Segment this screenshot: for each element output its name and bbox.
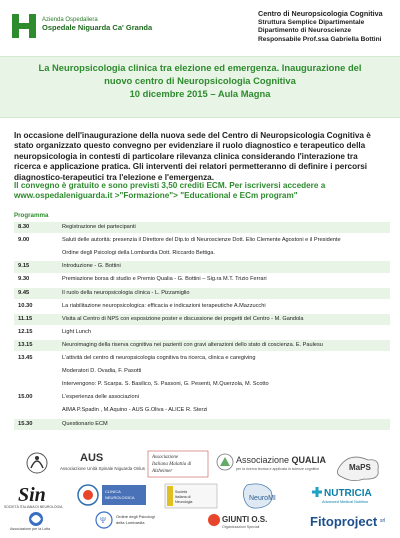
alice-logo xyxy=(10,512,50,531)
giunti-logo xyxy=(208,514,267,529)
programme-item: Neuroimaging della riserva cognitiva nei pazienti con gravi alterazioni dello stato di coscienza. E. Paulesu xyxy=(62,341,323,348)
svg-text:NEUROLOGICA: NEUROLOGICA xyxy=(105,495,135,500)
programme-item: Moderatori D. Ovadia, F. Pasotti xyxy=(62,368,142,375)
programme-item: Ordine degli Psicologi della Lombardia Dott. Riccardo Bettiga. xyxy=(62,250,215,257)
programme-row xyxy=(14,392,390,403)
giunti-sub: Organizzazioni Speciali xyxy=(222,525,260,529)
programme-row xyxy=(14,353,390,364)
registration-link[interactable]: www.ospedaleniguarda.it >"Formazione"> "Educational e ECm program" xyxy=(14,191,298,201)
svg-text:Alzheimer: Alzheimer xyxy=(152,469,173,474)
programme-time: 9.15 xyxy=(18,263,30,270)
aus-sub: Associazione Unità Spinale Niguarda Onlus xyxy=(60,466,145,471)
aus-text: AUS xyxy=(80,452,104,464)
nutricia-text: NUTRICIA xyxy=(324,488,372,499)
programme-time: 15.30 xyxy=(18,420,33,427)
programme-time: 13.45 xyxy=(18,355,33,361)
programme-row xyxy=(14,314,390,325)
svg-text:della Lombardia: della Lombardia xyxy=(116,520,145,525)
programme-item: Saluti delle autorità: presenzia il Direttore del Dip.to di Neuroscienze Dott. Elio Clemente Agostoni e il Presidente xyxy=(62,237,341,244)
svg-text:Italiana Malattia di: Italiana Malattia di xyxy=(152,462,192,467)
nutricia-logo xyxy=(312,487,372,504)
programme-row xyxy=(14,222,390,233)
sin-text: Sin xyxy=(18,484,46,506)
department-block xyxy=(258,10,398,44)
fitoproject-srl: srl xyxy=(380,518,386,524)
department-line: Dipartimento di Neuroscienze xyxy=(258,27,352,34)
programme-item: Registrazione dei partecipanti xyxy=(62,224,136,230)
hospital-logo xyxy=(10,8,170,48)
svg-text:Ordine degli Psicologi: Ordine degli Psicologi xyxy=(116,514,155,519)
hospital-line1: Azienda Ospedaliera xyxy=(42,17,98,23)
programme-item: L'attività del centro di neuropsicologia cognitiva tra ricerca, clinica e caregiving xyxy=(62,355,256,361)
ordine-logo xyxy=(96,512,155,528)
programme-row xyxy=(14,366,390,377)
qualia-sub: per la ricerca teorica e applicata in scienze cognitive xyxy=(236,467,320,471)
svg-text:Associazione: Associazione xyxy=(152,455,179,460)
programme-time: 12.15 xyxy=(18,328,33,335)
programme-row xyxy=(14,248,390,259)
programme-row xyxy=(14,405,390,416)
maps-logo xyxy=(337,457,378,481)
sponsor-logos xyxy=(0,448,400,533)
programme-time: 10.30 xyxy=(18,302,33,309)
hospital-logo-icon xyxy=(10,12,38,40)
svg-text:Ψ: Ψ xyxy=(100,516,106,525)
programme-row xyxy=(14,301,390,312)
svg-text:Associazione per la Lotta: Associazione per la Lotta xyxy=(10,527,51,531)
svg-text:CLINICA: CLINICA xyxy=(105,489,121,494)
department-line: Responsabile Prof.ssa Gabriella Bottini xyxy=(258,35,382,43)
intro-line: diagnostico-terapeutici tra l'elezione e l'emergenza. xyxy=(14,172,214,182)
neurology-society-logo xyxy=(165,484,217,508)
programme-time: 9.00 xyxy=(18,237,30,244)
event-title-line: nuovo centro di Neuropsicologia Cognitiva xyxy=(104,75,296,86)
programme-item: Introduzione - G. Bottini xyxy=(62,263,121,270)
intro-line: ricerca e applicazione pratica. Gli interventi dei relatori permetteranno di definire i percorsi xyxy=(14,162,368,172)
event-date: 10 dicembre 2015 – Aula Magna xyxy=(129,88,271,99)
qualia-logo xyxy=(217,454,233,470)
programme-title: Programma xyxy=(14,212,49,219)
programme-item: Visita al Centro di NPS con esposizione poster e discussione dei progetti del Centro - M. Gandola xyxy=(62,315,304,322)
svg-text:Neurologia: Neurologia xyxy=(175,500,193,504)
department-line: Struttura Semplice Dipartimentale xyxy=(258,18,365,26)
svg-text:Società: Società xyxy=(175,490,187,494)
programme-item: Intervengono: P. Scarpa. S. Basilico, S. Passoni, G. Pesenti, M.Querzola, M. Scotto xyxy=(62,381,269,388)
title-band xyxy=(0,56,400,118)
programme-row xyxy=(14,340,390,351)
department-line: Centro di Neuropsicologia Cognitiva xyxy=(258,9,383,18)
fitoproject-logo xyxy=(310,514,385,529)
programme-row xyxy=(14,327,390,338)
hospital-line2: Ospedale Niguarda Ca' Granda xyxy=(42,23,153,32)
intro-line: In occasione dell'inaugurazione della nuova sede del Centro di Neuropsicologia Cognitiva è xyxy=(14,131,371,140)
programme-time: 11.15 xyxy=(18,315,33,322)
event-title-line: La Neuropsicologia clinica tra elezione ed emergenza. Inaugurazione del xyxy=(38,62,362,73)
programme-row xyxy=(14,274,390,285)
programme-time: 9.30 xyxy=(18,276,30,283)
programme-time: 15.00 xyxy=(18,394,33,401)
clinica-logo xyxy=(78,485,146,505)
programme-row xyxy=(14,235,390,246)
intro-paragraph xyxy=(14,131,388,183)
registration-line: Il convegno è gratuito e sono previsti 3,50 crediti ECM. Per iscriversi accedere a xyxy=(14,181,326,190)
programme-item: Premiazione borsa di studio e Premio Qualia - G. Bottini – Sig.ra M.T. Trizio Ferrari xyxy=(62,276,267,283)
programme-item: La riabilitazione neuropsicologica: efficacia e indicazioni terapeutiche A.Mazzucchi xyxy=(62,302,266,309)
aima-logo xyxy=(148,451,208,477)
sin-sub: SOCIETÀ ITALIANA DI NEUROLOGIA xyxy=(4,505,63,509)
programme-time: 8.30 xyxy=(18,224,30,230)
programme-item: AIMA P.Spadin , M.Aquino - AUS G.Oliva - ALICE R. Sterzi xyxy=(62,407,208,414)
sponsor-logos-art xyxy=(0,448,400,533)
programme-item: L'esperienza delle associazioni xyxy=(62,394,139,401)
nutricia-sub: Advanced Medical Nutrition xyxy=(322,500,369,504)
intro-line: stato organizzato questo convegno per evidenziare il ruolo diagnostico e terapeutico della xyxy=(14,141,366,151)
svg-text:Italiana di: Italiana di xyxy=(175,495,191,499)
programme-row xyxy=(14,261,390,272)
maps-text: MaPS xyxy=(349,463,371,472)
programme-item: Il ruolo della neuropsicologia clinica - L. Pizzamiglio xyxy=(62,289,190,296)
programme-time: 9.45 xyxy=(18,289,30,296)
aus-logo xyxy=(27,453,47,473)
giunti-text: GIUNTI O.S. xyxy=(222,515,268,524)
programme-row xyxy=(14,379,390,390)
registration-info xyxy=(14,181,392,202)
programme-row xyxy=(14,419,390,430)
programme-item: Questionario ECM xyxy=(62,420,108,427)
fitoproject-text: Fitoproject xyxy=(310,514,378,529)
neuromi-text: NeuroMI xyxy=(249,495,276,502)
neuromi-logo xyxy=(243,484,275,508)
intro-line: neuropsicologia in contesti di particolare rilevanza clinica considerando l'interazione tra xyxy=(14,151,358,161)
qualia-text: Associazione QUALIA xyxy=(236,455,327,465)
programme-item: Light Lunch xyxy=(62,328,91,335)
programme-time: 13.15 xyxy=(18,341,33,348)
programme-row xyxy=(14,288,390,299)
